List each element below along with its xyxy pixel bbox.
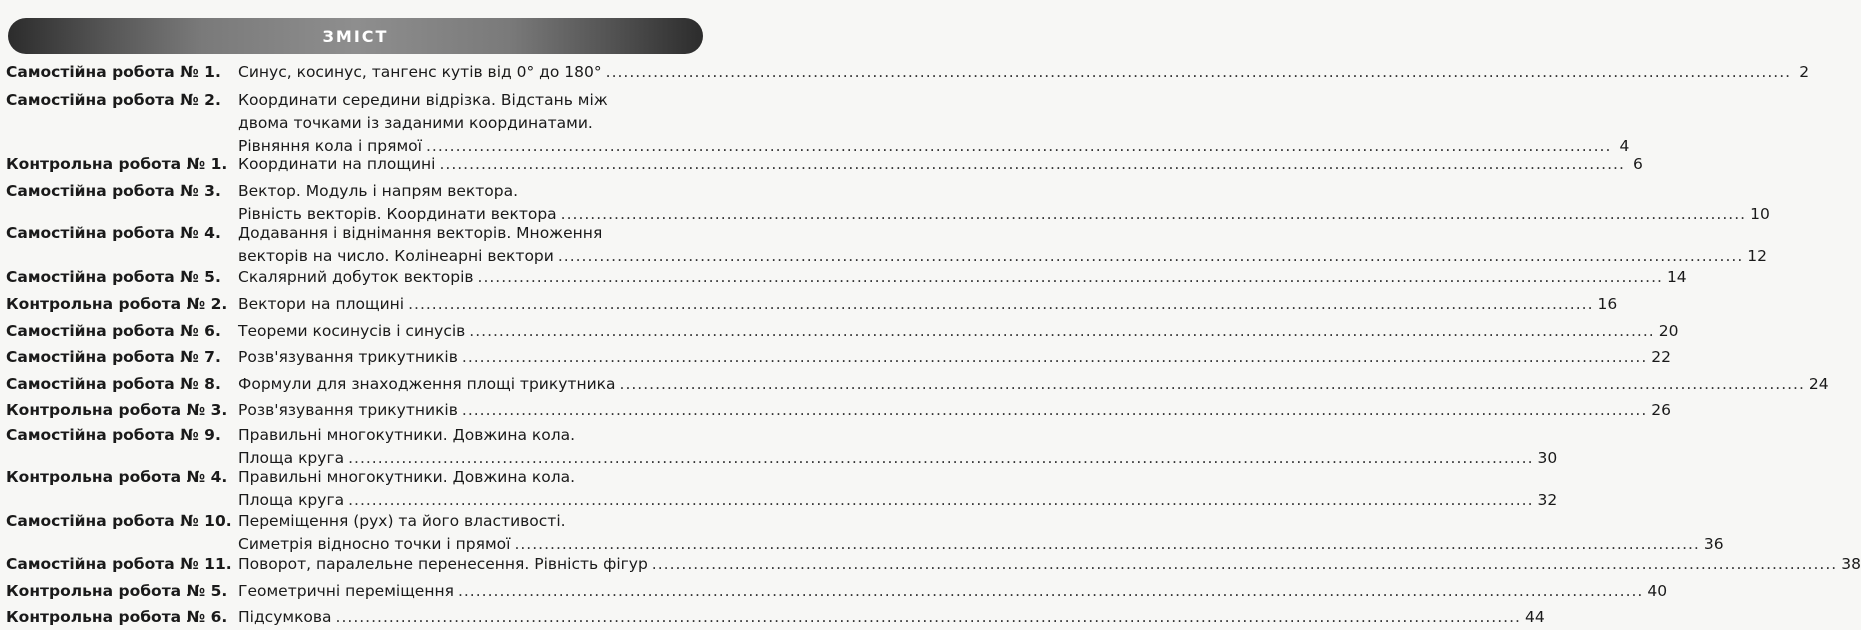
page-number: 4	[1619, 137, 1630, 155]
toc-entry-label: Контрольна робота № 5.	[6, 582, 228, 600]
toc-entry-title	[238, 61, 1810, 84]
toc-entry-label: Самостійна робота № 7.	[6, 348, 221, 366]
toc-entry-label: Контрольна робота № 6.	[6, 608, 228, 626]
toc-entry-title-line: Правильні многокутники. Довжина кола.	[238, 468, 576, 486]
page-number: 30	[1537, 449, 1558, 467]
dot-leader: ........................................................................................................................................................................................................	[651, 555, 1838, 573]
dot-leader: ........................................................................................................................................................................................................	[461, 401, 1648, 419]
page-number: 22	[1651, 348, 1672, 366]
page-number: 10	[1750, 205, 1770, 223]
dot-leader: ........................................................................................................................................................................................................	[335, 608, 1521, 626]
toc-entry-title-line: Підсумкова	[238, 608, 332, 626]
dot-leader: ........................................................................................................................................................................................................	[477, 268, 1663, 286]
toc-entry-label: Самостійна робота № 11.	[6, 555, 232, 573]
dot-leader: ........................................................................................................................................................................................................	[469, 322, 1655, 340]
dot-leader: ........................................................................................................................................................................................................	[560, 205, 1747, 223]
dot-leader: ........................................................................................................................................................................................................	[461, 348, 1648, 366]
toc-entry-title-line: Переміщення (рух) та його властивості.	[238, 512, 566, 530]
toc-entry-title	[238, 399, 1672, 422]
toc-entry-title	[238, 180, 1770, 226]
dot-leader: ........................................................................................................................................................................................................	[348, 449, 1534, 467]
toc-entry-label: Самостійна робота № 2.	[6, 91, 221, 109]
toc-entry-title	[238, 346, 1672, 369]
toc-entry-title-line: Поворот, паралельне перенесення. Рівність фігур	[238, 555, 648, 573]
dot-leader: ........................................................................................................................................................................................................	[557, 247, 1744, 265]
page-number: 14	[1666, 268, 1687, 286]
toc-entry-label: Самостійна робота № 3.	[6, 182, 221, 200]
toc-entry-title	[238, 466, 1558, 512]
dot-leader: ........................................................................................................................................................................................................	[439, 155, 1625, 173]
toc-entry-title-line: Площа круга	[238, 449, 345, 467]
toc-entry-label: Самостійна робота № 10.	[6, 512, 232, 530]
toc-entry-label: Контрольна робота № 1.	[6, 155, 228, 173]
page-number: 38	[1841, 555, 1861, 573]
toc-entry-title	[238, 320, 1679, 343]
toc-entry-label: Контрольна робота № 3.	[6, 401, 228, 419]
dot-leader: ........................................................................................................................................................................................................	[408, 295, 1594, 313]
toc-entry-label: Самостійна робота № 8.	[6, 375, 221, 393]
page-number: 44	[1524, 608, 1545, 626]
toc-entry-title-line: Розв'язування трикутників	[238, 401, 458, 419]
toc-entry-label: Самостійна робота № 1.	[6, 63, 221, 81]
toc-entry-title-line: Координати середини відрізка. Відстань між	[238, 91, 608, 109]
toc-entry-title	[238, 266, 1687, 289]
page-number: 2	[1799, 63, 1810, 81]
toc-entry-title-line: Формули для знаходження площі трикутника	[238, 375, 616, 393]
page-number: 16	[1597, 295, 1618, 313]
toc-entry-title-line: Скалярний добуток векторів	[238, 268, 474, 286]
toc-entry-label: Самостійна робота № 6.	[6, 322, 221, 340]
dot-leader: ........................................................................................................................................................................................................	[514, 535, 1700, 553]
toc-entry-title	[238, 580, 1668, 603]
dot-leader: ........................................................................................................................................................................................................	[605, 63, 1792, 81]
page-number: 6	[1633, 155, 1643, 173]
toc-entry-title	[238, 293, 1618, 316]
toc-entry-title-line: Рівність векторів. Координати вектора	[238, 205, 557, 223]
toc-entry-title-line: Координати на площині	[238, 155, 436, 173]
toc-entry-title	[238, 510, 1724, 556]
toc-entry-title-line: двома точками із заданими координатами.	[238, 114, 593, 132]
toc-entry-title-line: Симетрія відносно точки і прямої	[238, 535, 511, 553]
dot-leader: ........................................................................................................................................................................................................	[425, 137, 1612, 155]
toc-entry-title-line: Рівняння кола і прямої	[238, 137, 422, 155]
page-number: 32	[1537, 491, 1558, 509]
page-number: 12	[1747, 247, 1767, 265]
toc-entry-title	[238, 222, 1767, 268]
toc-entry-title-line: Геометричні переміщення	[238, 582, 454, 600]
toc-entry-title-line: векторів на число. Колінеарні вектори	[238, 247, 554, 265]
dot-leader: ........................................................................................................................................................................................................	[619, 375, 1805, 393]
page-number: 24	[1808, 375, 1829, 393]
page-title: ЗМІСТ	[322, 26, 389, 46]
toc-entry-title-line: Синус, косинус, тангенс кутів від 0° до 180°	[238, 63, 602, 81]
page-number: 40	[1647, 582, 1668, 600]
toc-entry-title	[238, 373, 1829, 396]
toc-entry-title	[238, 553, 1861, 576]
toc-entry-title-line: Додавання і віднімання векторів. Множення	[238, 224, 603, 242]
toc-entry-title	[238, 606, 1545, 629]
toc-entry-title-line: Розв'язування трикутників	[238, 348, 458, 366]
toc-entry-title-line: Правильні многокутники. Довжина кола.	[238, 426, 576, 444]
page-number: 26	[1651, 401, 1672, 419]
toc-entry-title-line: Вектор. Модуль і напрям вектора.	[238, 182, 519, 200]
toc-entry-title-line: Площа круга	[238, 491, 345, 509]
toc-entry-title-line: Вектори на площині	[238, 295, 405, 313]
toc-entry-title	[238, 89, 1630, 158]
toc-entry-title	[238, 153, 1643, 176]
toc-entry-label: Самостійна робота № 5.	[6, 268, 221, 286]
toc-entry-title	[238, 424, 1558, 470]
page-number: 20	[1658, 322, 1679, 340]
toc-entry-label: Самостійна робота № 9.	[6, 426, 221, 444]
dot-leader: ........................................................................................................................................................................................................	[457, 582, 1644, 600]
toc-entry-label: Самостійна робота № 4.	[6, 224, 221, 242]
toc-entry-label: Контрольна робота № 2.	[6, 295, 228, 313]
dot-leader: ........................................................................................................................................................................................................	[348, 491, 1534, 509]
toc-entry-label: Контрольна робота № 4.	[6, 468, 228, 486]
page-number: 36	[1703, 535, 1724, 553]
toc-entry-title-line: Теореми косинусів і синусів	[238, 322, 466, 340]
